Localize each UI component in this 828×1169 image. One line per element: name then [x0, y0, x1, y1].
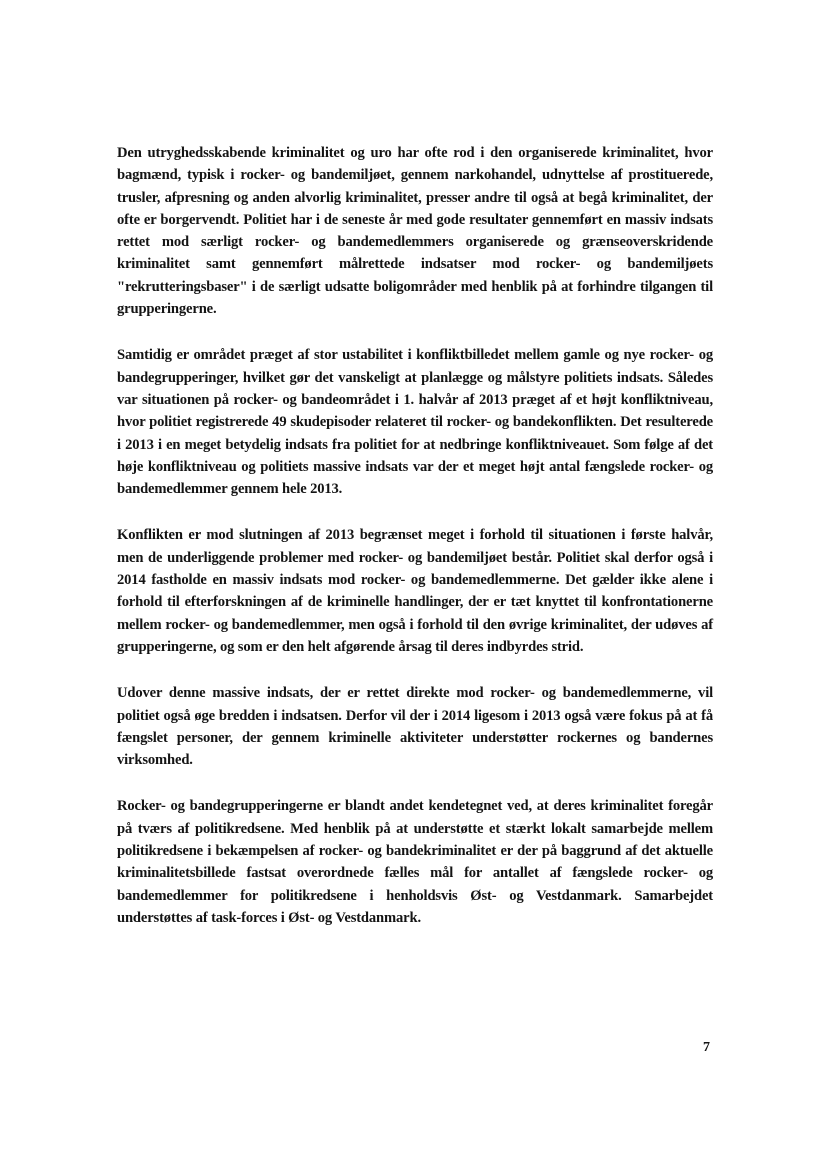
paragraph-conflict-2013-2014: Konflikten er mod slutningen af 2013 begrænset meget i forhold til situationen i første halvår, men de underliggende problemer med rocker- og bandemiljøet består. Politiet skal derfor også i 2014 fastholde en massiv indsats mod rocker- og bandemedlemmerne. Det gælder ikke alene i forhold til efterforskningen af de kriminelle handlinger, der er tæt knyttet til konfrontationerne mellem rocker- og bandemedlemmer, men også i forhold til den øvrige kriminalitet, der udøves af grupperingerne, og som er den helt afgørende årsag til deres indbyrdes strid.	[117, 527, 713, 655]
paragraph-broadened-effort: Udover denne massive indsats, der er rettet direkte mod rocker- og bandemedlemmerne, vil politiet også øge bredden i indsatsen. Derfor vil der i 2014 ligesom i 2013 også være fokus på at få fængslet personer, der gennem kriminelle aktiviteter understøtter rockernes og bandernes virksomhed.	[117, 685, 713, 769]
paragraph-organized-crime: Den utryghedsskabende kriminalitet og uro har ofte rod i den organiserede kriminalitet, hvor bagmænd, typisk i rocker- og bandemiljøet, gennem narkohandel, udnyttelse af prostituerede, trusler, afpresning og anden alvorlig kriminalitet, presser andre til også at begå kriminalitet, der ofte er borgervendt. Politiet har i de seneste år med gode resultater gennemført en massiv indsats rettet mod særligt rocker- og bandemedlemmers organiserede og grænseoverskridende kriminalitet samt gennemført målrettede indsatser mod rocker- og bandemiljøets "rekrutteringsbaser" i de særligt udsatte boligområder med henblik på at forhindre tilgangen til grupperingerne.	[117, 145, 713, 318]
document-body	[117, 142, 713, 953]
page-number: 7	[703, 1040, 710, 1055]
paragraph-cross-district-cooperation: Rocker- og bandegrupperingerne er blandt andet kendetegnet ved, at deres kriminalitet foregår på tværs af politikredsene. Med henblik på at understøtte et stærkt lokalt samarbejde mellem politikredsene i bekæmpelsen af rocker- og bandekriminalitet er der på baggrund af det aktuelle kriminalitetsbillede fastsat overordnede fælles mål for antallet af fængslede rocker- og bandemedlemmer for politikredsene i henholdsvis Øst- og Vestdanmark. Samarbejdet understøttes af task-forces i Øst- og Vestdanmark.	[117, 798, 713, 926]
paragraph-conflict-instability: Samtidig er området præget af stor ustabilitet i konfliktbilledet mellem gamle og nye rocker- og bandegrupperinger, hvilket gør det vanskeligt at planlægge og målstyre politiets indsats. Således var situationen på rocker- og bandeområdet i 1. halvår af 2013 præget af et højt konfliktniveau, hvor politiet registrerede 49 skudepisoder relateret til rocker- og bandekonflikten. Det resulterede i 2013 i en meget betydelig indsats fra politiet for at nedbringe konfliktniveauet. Som følge af det høje konfliktniveau og politiets massive indsats var der et meget højt antal fængslede rocker- og bandemedlemmer gennem hele 2013.	[117, 347, 713, 498]
